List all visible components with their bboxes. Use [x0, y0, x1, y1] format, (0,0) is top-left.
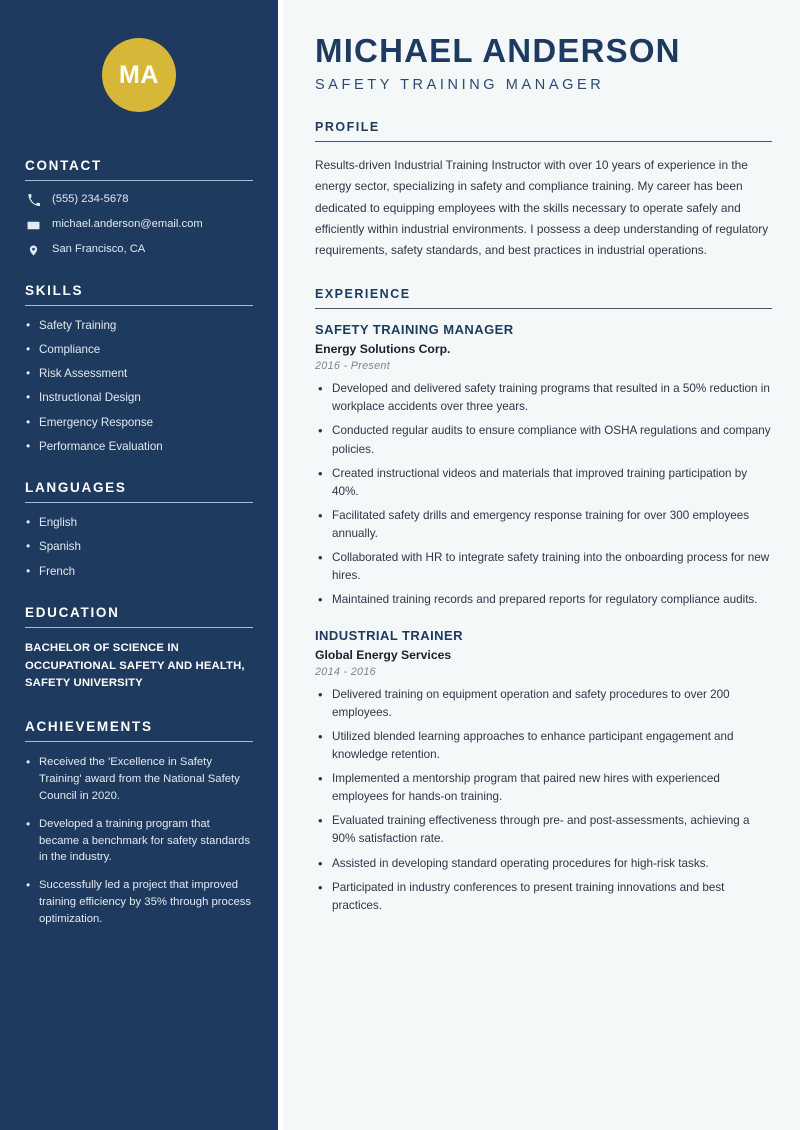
- list-item: • Utilized blended learning approaches to enhance participant engagement and knowledge retention.: [315, 728, 772, 764]
- sidebar-section-achievements: [25, 719, 253, 928]
- languages-heading: LANGUAGES: [25, 480, 127, 496]
- profile-heading: PROFILE: [315, 120, 380, 135]
- experience-role: SAFETY TRAINING MANAGER: [315, 322, 514, 338]
- list-item: • Spanish: [25, 539, 253, 555]
- achievements-heading: ACHIEVEMENTS: [25, 718, 153, 734]
- list-item: • Conducted regular audits to ensure compliance with OSHA regulations and company policies.: [315, 422, 772, 458]
- list-item: • Instructional Design: [25, 390, 253, 406]
- experience-bullet-list: [315, 380, 772, 609]
- list-item: • Emergency Response: [25, 415, 253, 431]
- list-item: • English: [25, 515, 253, 531]
- list-item: • Performance Evaluation: [25, 439, 253, 455]
- sidebar: [0, 0, 278, 1130]
- experience-company: Energy Solutions Corp.: [315, 342, 451, 357]
- sidebar-section-contact: [25, 158, 253, 257]
- main-section-profile: [315, 120, 772, 261]
- list-item: • Collaborated with HR to integrate safety training into the onboarding process for new hires.: [315, 549, 772, 585]
- contact-email-value: michael.anderson@email.com: [52, 218, 203, 231]
- languages-list: [25, 515, 253, 579]
- experience-dates: 2014 - 2016: [315, 665, 376, 678]
- list-item: • Delivered training on equipment operation and safety procedures to over 200 employees.: [315, 686, 772, 722]
- skills-divider: [25, 305, 253, 306]
- list-item: • Risk Assessment: [25, 366, 253, 382]
- education-entry: BACHELOR OF SCIENCE IN OCCUPATIONAL SAFETY AND HEALTH, SAFETY UNIVERSITY: [25, 642, 245, 690]
- map-pin-icon: [25, 243, 42, 257]
- skills-heading: SKILLS: [25, 283, 84, 298]
- avatar-initials: MA: [119, 60, 159, 89]
- sidebar-section-education: [25, 605, 253, 693]
- list-item: • Safety Training: [25, 318, 253, 334]
- contact-divider: [25, 180, 253, 181]
- list-item: • Received the 'Excellence in Safety Training' award from the National Safety Council in 2020.: [25, 754, 253, 805]
- list-item: • Successfully led a project that improved training efficiency by 35% through process optimization.: [25, 877, 253, 928]
- achievements-list: [25, 754, 253, 928]
- list-item: • Facilitated safety drills and emergency response training for over 300 employees annually.: [315, 507, 772, 543]
- main-content: [283, 0, 800, 1130]
- experience-dates: 2016 - Present: [315, 360, 391, 373]
- phone-icon: [25, 193, 42, 207]
- list-item: • Developed a training program that became a benchmark for safety standards in the industry.: [25, 816, 253, 867]
- list-item: • Maintained training records and prepared reports for regulatory compliance audits.: [315, 591, 772, 609]
- avatar-container: [25, 0, 253, 158]
- languages-divider: [25, 502, 253, 503]
- education-heading: EDUCATION: [25, 605, 120, 621]
- experience-divider: [315, 308, 772, 309]
- page-title: MICHAEL ANDERSON: [315, 32, 681, 69]
- experience-entry: [315, 322, 772, 609]
- sidebar-section-skills: [25, 283, 253, 454]
- sidebar-section-languages: [25, 480, 253, 579]
- list-item: • Implemented a mentorship program that paired new hires with experienced employees for hands-on training.: [315, 770, 772, 806]
- skills-list: [25, 318, 253, 454]
- job-title-subheading: SAFETY TRAINING MANAGER: [315, 77, 605, 94]
- achievements-divider: [25, 741, 253, 742]
- list-item: • Developed and delivered safety training programs that resulted in a 50% reduction in workplace accidents over three years.: [315, 380, 772, 416]
- contact-location-value: San Francisco, CA: [52, 243, 146, 256]
- profile-divider: [315, 141, 772, 142]
- list-item: • Evaluated training effectiveness through pre- and post-assessments, achieving a 90% satisfaction rate.: [315, 812, 772, 848]
- main-section-experience: [315, 287, 772, 915]
- envelope-icon: [25, 218, 42, 232]
- list-item: • French: [25, 564, 253, 580]
- contact-item-location[interactable]: [25, 243, 253, 257]
- experience-bullet-list: [315, 686, 772, 915]
- profile-text: Results-driven Industrial Training Instructor with over 10 years of experience in the energy sector, specializing in safety and compliance training. My career has been dedicated to equipping employees with the skills necessary to operate safely and efficiently within industrial environments. I possess a deep understanding of regulatory requirements, safety standards, and best practices in industrial operations.: [315, 158, 769, 258]
- experience-heading: EXPERIENCE: [315, 287, 411, 302]
- list-item: • Compliance: [25, 342, 253, 358]
- list-item: • Participated in industry conferences to present training innovations and best practices.: [315, 879, 772, 915]
- experience-role: INDUSTRIAL TRAINER: [315, 627, 463, 643]
- contact-item-phone[interactable]: [25, 193, 253, 207]
- list-item: • Assisted in developing standard operating procedures for high-risk tasks.: [315, 855, 772, 873]
- contact-item-email[interactable]: [25, 218, 253, 232]
- list-item: • Created instructional videos and materials that improved training participation by 40%.: [315, 465, 772, 501]
- contact-heading: CONTACT: [25, 158, 102, 173]
- education-divider: [25, 627, 253, 628]
- contact-phone-value: (555) 234-5678: [52, 193, 129, 206]
- avatar: [102, 38, 176, 112]
- experience-company: Global Energy Services: [315, 647, 452, 662]
- experience-entry: [315, 628, 772, 915]
